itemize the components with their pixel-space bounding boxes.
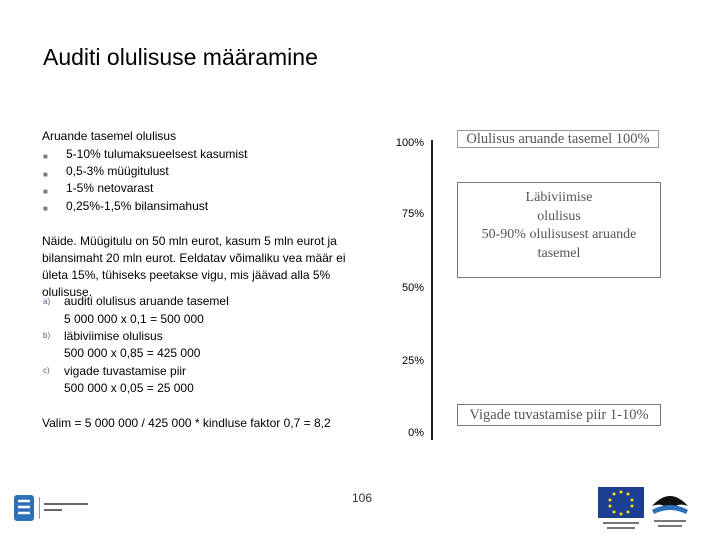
axis-tick-label: 100% [395, 137, 424, 149]
eu-flag-logo [598, 487, 646, 531]
box-report-materiality: Olulisus aruande tasemel 100% [457, 130, 659, 148]
vertical-axis-line [431, 140, 433, 440]
structural-funds-logo [648, 486, 692, 532]
item-calc: 500 000 x 0,85 = 425 000 [64, 346, 201, 360]
item-calc: 5 000 000 x 0,1 = 500 000 [64, 312, 204, 326]
axis-tick-label: 0% [408, 427, 424, 439]
box-error-threshold: Vigade tuvastamise piir 1-10% [457, 404, 661, 426]
axis-tick-label: 25% [401, 355, 424, 367]
box-performance-materiality: Läbiviimise olulisus 50-90% olulisusest aruande tasemel [457, 182, 661, 278]
item-text: vigade tuvastamise piir [64, 364, 187, 378]
item-text: auditi olulisus aruande tasemel [64, 294, 229, 308]
square-bullet-icon: ■ [43, 170, 48, 179]
estonian-agency-logo [12, 494, 92, 524]
item-marker: a) [43, 297, 51, 306]
item-marker: b) [43, 331, 51, 340]
sample-size-formula: Valim = 5 000 000 / 425 000 * kindluse faktor 0,7 = 8,2 [42, 416, 331, 430]
axis-tick-label: 75% [401, 208, 424, 220]
square-bullet-icon: ■ [43, 204, 48, 213]
item-marker: c) [43, 366, 50, 375]
square-bullet-icon: ■ [43, 152, 48, 161]
page-number: 106 [352, 491, 373, 505]
left-heading: Aruande tasemel olulisus [42, 129, 177, 143]
axis-tick-label: 50% [401, 282, 424, 294]
slide-title: Auditi olulisuse määramine [43, 44, 318, 70]
square-bullet-icon: ■ [43, 187, 48, 196]
item-calc: 500 000 x 0,05 = 25 000 [64, 381, 194, 395]
item-text: läbiviimise olulisus [64, 329, 163, 343]
percent-axis-labels [360, 136, 424, 446]
